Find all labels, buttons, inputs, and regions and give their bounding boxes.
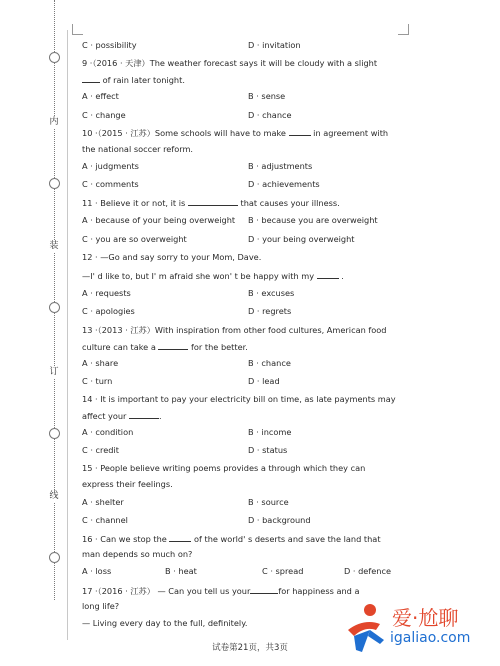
text-line [82, 197, 340, 209]
text-segment: D · status [248, 445, 288, 455]
text-segment: A · because of your being overweight [82, 215, 236, 225]
text-line [248, 110, 292, 121]
punch-hole-icon [49, 552, 60, 563]
text-segment: express their feelings. [82, 479, 173, 489]
text-segment: 9 ·（2016 · 天津）The weather forecast says it will be cloudy with a slight [82, 58, 378, 68]
text-line [248, 234, 355, 245]
text-line [82, 479, 173, 490]
text-line [82, 325, 386, 336]
text-segment: man depends so much on? [82, 549, 193, 559]
text-line [82, 215, 235, 226]
text-line [82, 161, 139, 172]
text-line [82, 40, 137, 51]
watermark-title: 爱·尬聊 [392, 606, 459, 630]
text-segment: D · your being overweight [248, 234, 355, 244]
text-segment: D · defence [344, 566, 391, 576]
text-line [248, 376, 280, 387]
text-line [82, 252, 261, 263]
text-line [248, 179, 320, 190]
text-segment: —I' d like to, but I' m afraid she won' t be happy with my [82, 271, 317, 281]
text-segment: B · source [248, 497, 289, 507]
text-line [82, 341, 248, 353]
text-line [82, 566, 111, 577]
text-line [248, 497, 289, 508]
text-segment: 13 ·（2013 · 江苏）With inspiration from other food cultures, American food [82, 325, 387, 335]
text-segment: A · shelter [82, 497, 124, 507]
text-segment: affect your [82, 411, 130, 421]
text-line [82, 427, 133, 438]
text-segment: . [338, 271, 344, 281]
text-line [248, 161, 312, 172]
answer-blank [289, 127, 311, 136]
text-segment: D · chance [248, 110, 292, 120]
text-line [82, 288, 131, 299]
text-segment: the national soccer reform. [82, 144, 194, 154]
punch-hole-icon [49, 428, 60, 439]
page-left-rule [67, 30, 68, 640]
text-segment: 14 · It is important to pay your electricity bill on time, as late payments may [82, 394, 396, 404]
margin-char-ding: 订 [47, 366, 61, 378]
margin-char-xian: 线 [47, 490, 61, 502]
text-line [165, 566, 197, 577]
text-line [82, 533, 381, 545]
text-segment: C · change [82, 110, 126, 120]
punch-hole-icon [49, 52, 60, 63]
text-segment: for the better. [188, 342, 248, 352]
text-segment: A · judgments [82, 161, 139, 171]
text-segment: C · turn [82, 376, 113, 386]
text-segment: 16 · Can we stop the [82, 534, 170, 544]
text-line [82, 270, 344, 282]
text-line [248, 427, 291, 438]
text-segment: . [159, 411, 162, 421]
text-segment: long life? [82, 601, 120, 611]
text-segment: B · because you are overweight [248, 215, 378, 225]
watermark-logo [340, 600, 500, 660]
text-line [82, 58, 377, 69]
margin-char-nei: 内 [47, 116, 61, 128]
text-line [248, 40, 301, 51]
answer-blank [169, 533, 191, 542]
text-segment: C · credit [82, 445, 119, 455]
text-segment: in agreement with [310, 128, 389, 138]
text-line [82, 127, 388, 139]
text-line [82, 91, 119, 102]
text-line [82, 234, 187, 245]
punch-hole-icon [49, 178, 60, 189]
answer-blank [317, 270, 339, 279]
text-segment: B · chance [248, 358, 291, 368]
text-line [82, 376, 112, 387]
text-segment: B · income [248, 427, 292, 437]
answer-blank [158, 341, 188, 350]
text-segment: D · regrets [248, 306, 292, 316]
text-line [82, 74, 185, 86]
text-segment: C · possibility [82, 40, 137, 50]
text-line [82, 306, 135, 317]
margin-char-zhuang: 装 [47, 240, 61, 252]
binding-margin [42, 0, 68, 600]
text-line [82, 394, 396, 405]
text-segment: B · adjustments [248, 161, 313, 171]
text-segment: A · condition [82, 427, 134, 437]
text-line [82, 497, 124, 508]
text-segment: A · effect [82, 91, 119, 101]
text-line [344, 566, 391, 577]
text-line [82, 515, 128, 526]
text-segment: of the world' s deserts and save the land that [191, 534, 381, 544]
text-segment: 11 · Believe it or not, it is [82, 198, 188, 208]
text-segment: C · spread [262, 566, 304, 576]
text-line [248, 515, 311, 526]
text-segment: A · loss [82, 566, 112, 576]
text-segment: for happiness and a [278, 586, 360, 596]
text-segment: D · background [248, 515, 311, 525]
answer-blank [188, 197, 238, 206]
text-line [82, 144, 193, 155]
text-segment: culture can take a [82, 342, 159, 352]
text-line [248, 445, 287, 456]
text-segment: B · sense [248, 91, 286, 101]
text-segment: of rain later tonight. [100, 75, 185, 85]
runner-logo-icon [340, 600, 390, 656]
text-line [82, 618, 247, 629]
answer-blank [129, 410, 159, 419]
answer-blank [82, 74, 100, 83]
text-line [82, 110, 126, 121]
text-line [82, 179, 139, 190]
text-segment: — Living every day to the full, definitely. [82, 618, 248, 628]
text-segment: A · share [82, 358, 119, 368]
text-line [82, 410, 162, 422]
text-line [262, 566, 303, 577]
text-segment: C · you are so overweight [82, 234, 187, 244]
text-segment: C · apologies [82, 306, 135, 316]
text-segment: C · comments [82, 179, 139, 189]
text-segment: C · channel [82, 515, 128, 525]
text-line [82, 549, 192, 560]
text-segment: 10 ·（2015 · 江苏）Some schools will have to make [82, 128, 289, 138]
text-line [82, 358, 118, 369]
text-segment: 12 · —Go and say sorry to your Mom, Dave. [82, 252, 262, 262]
crop-mark-top-left [72, 24, 83, 35]
answer-blank [250, 585, 278, 594]
text-line [82, 463, 365, 474]
text-segment: B · heat [165, 566, 197, 576]
text-segment: 15 · People believe writing poems provides a through which they can [82, 463, 366, 473]
text-line [248, 91, 285, 102]
watermark-url: igaliao.com [390, 630, 471, 646]
page-footer: 试卷第21页，共3页 [212, 643, 288, 653]
binding-dotted-line [54, 0, 55, 600]
text-line [82, 445, 119, 456]
text-line [248, 358, 291, 369]
punch-hole-icon [49, 302, 60, 313]
text-line [248, 306, 291, 317]
text-line [248, 215, 378, 226]
text-line [82, 601, 119, 612]
text-segment: D · achievements [248, 179, 320, 189]
text-line [248, 288, 294, 299]
text-segment: that causes your illness. [237, 198, 340, 208]
text-segment: D · lead [248, 376, 280, 386]
text-segment: D · invitation [248, 40, 301, 50]
text-line [82, 585, 359, 597]
text-segment: 17 ·（2016 · 江苏） — Can you tell us your [82, 586, 251, 596]
text-segment: A · requests [82, 288, 131, 298]
text-segment: B · excuses [248, 288, 295, 298]
crop-mark-top-right [398, 24, 409, 35]
